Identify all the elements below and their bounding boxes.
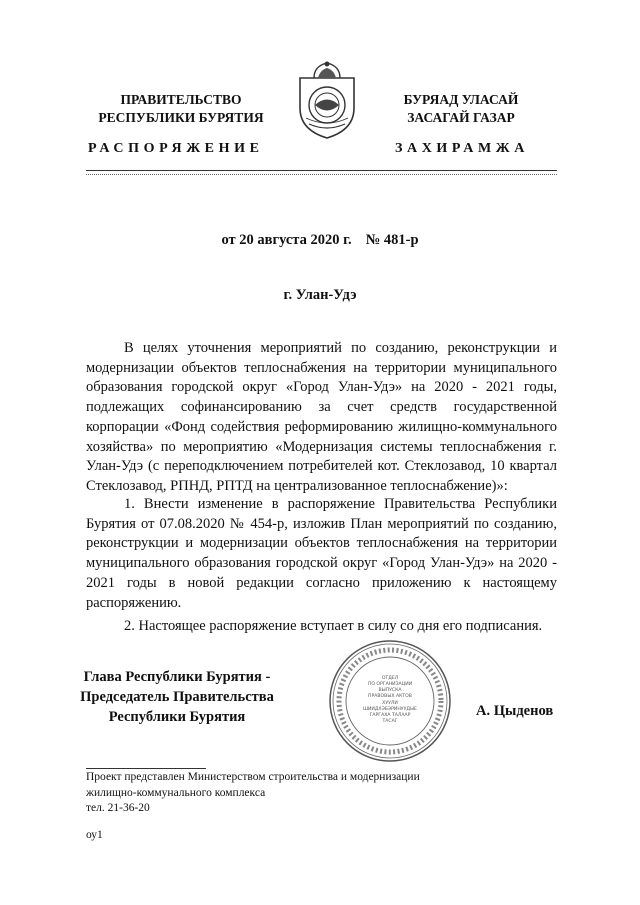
coat-of-arms-emblem (294, 58, 360, 140)
government-name-russian (88, 91, 274, 127)
svg-text:ШИИДХЭБЭРИНУУДЫЕ: ШИИДХЭБЭРИНУУДЫЕ (363, 707, 417, 712)
signatory-name: А. Цыденов (476, 703, 554, 719)
svg-text:ПО ОРГАНИЗАЦИИ: ПО ОРГАНИЗАЦИИ (367, 682, 413, 687)
header-divider (86, 170, 557, 171)
document-date-number (0, 232, 640, 249)
preamble-paragraph: В целях уточнения мероприятий по созданию, реконструкции и модернизации объектов теплоснабжения на территории муниципального образования городской округ «Город Улан-Удэ» на 2020 - 2021 годы, подлежащих софинансированию за счет средств государственной корпорации «Фонд содействия реформированию жилищно-коммунального хозяйства» по мероприятию «Модернизация системы теплоснабжения г. Улан-Удэ (с переподключением потребителей кот. Стеклозавод, 10 квартал Стеклозавод, РПНД, РПТД на централизованное теплоснабжение)»: (86, 340, 557, 494)
signatory-title-line2: Председатель Правительства (80, 689, 274, 705)
document-number: № 481-р (365, 232, 419, 248)
government-name-line1: ПРАВИТЕЛЬСТВО (120, 92, 242, 107)
header-divider-dotted (86, 174, 557, 175)
government-name-line2: РЕСПУБЛИКИ БУРЯТИЯ (98, 110, 264, 125)
footnote-line2: жилищно-коммунального комплекса (86, 786, 266, 799)
footnote-phone: тел. 21-36-20 (86, 802, 150, 814)
svg-text:ПРАВОВЫХ АКТОВ: ПРАВОВЫХ АКТОВ (368, 694, 412, 699)
government-name-buryat (372, 91, 550, 127)
signatory-title-line3: Республики Бурятия (108, 709, 246, 725)
government-name-buryat-line2: ЗАСАГАЙ ГАЗАР (407, 110, 515, 125)
clause-2-paragraph: 2. Настоящее распоряжение вступает в силу со дня его подписания. (124, 618, 543, 634)
official-seal-stamp (327, 638, 453, 764)
document-date: от 20 августа 2020 г. (221, 232, 352, 248)
project-footnote (86, 770, 506, 817)
footnote-divider (86, 768, 206, 769)
document-city: г. Улан-Удэ (283, 287, 357, 303)
government-name-buryat-line1: БУРЯАД УЛАСАЙ (403, 92, 519, 107)
svg-text:ВЫПУСКА: ВЫПУСКА (378, 688, 402, 693)
svg-text:ТАСАГ: ТАСАГ (382, 719, 398, 724)
signatory-title-line1: Глава Республики Бурятия - (83, 669, 271, 685)
document-code: оу1 (86, 829, 103, 841)
document-type-russian: РАСПОРЯЖЕНИЕ (88, 141, 264, 156)
signatory-title (70, 667, 284, 727)
document-type-buryat: ЗАХИРАМЖА (395, 141, 529, 156)
footnote-line1: Проект представлен Министерством строительства и модернизации (86, 771, 420, 783)
svg-text:ГАРГАХА ТАЛААР: ГАРГАХА ТАЛААР (369, 713, 411, 718)
svg-text:ХУУЛИ: ХУУЛИ (382, 701, 398, 706)
clause-1-paragraph: 1. Внести изменение в распоряжение Правительства Республики Бурятия от 07.08.2020 № 454-р, изложив План мероприятий по созданию, реконструкции и модернизации объектов теплоснабжения на территории муниципального образования городской округ «Город Улан-Удэ» на 2020 - 2021 годы в новой редакции согласно приложению к настоящему распоряжению. (86, 496, 557, 611)
svg-text:ОТДЕЛ: ОТДЕЛ (381, 676, 399, 681)
